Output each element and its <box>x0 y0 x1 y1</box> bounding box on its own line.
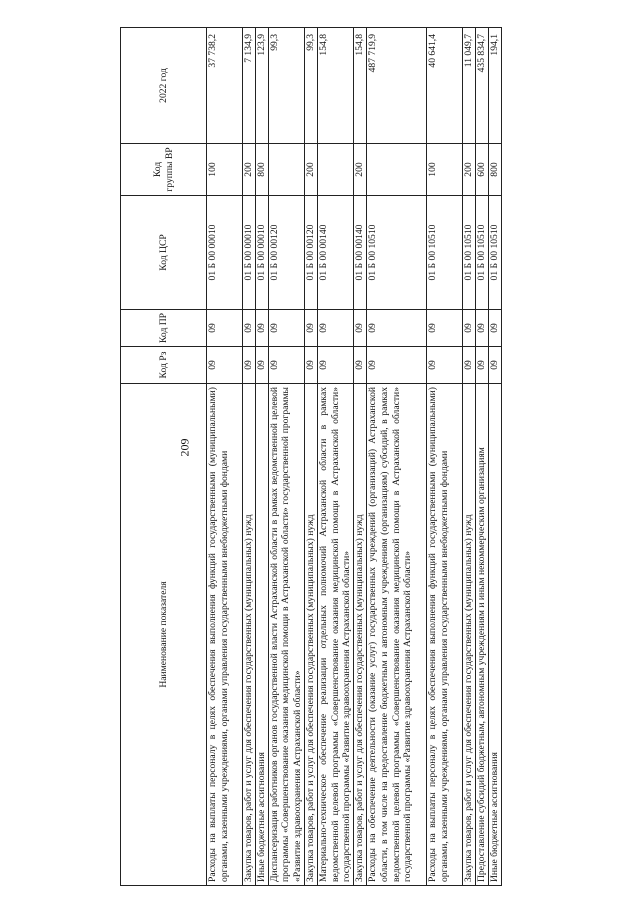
table-row <box>488 28 501 886</box>
header-year: 2022 год <box>121 28 207 144</box>
header-csr: Код ЦСР <box>121 196 207 310</box>
row-pr: 09 <box>475 310 488 347</box>
row-value: 40 641,4 <box>426 28 462 144</box>
row-name: Материально-техническое обеспечение реализации отдельных полномочий Астраханской области в рамках ведомственной целевой программы «Совершенствование оказания медицинской помощи в Астраханской области» государственной программы «Развитие здравоохранения Астраханской области» <box>317 384 353 886</box>
row-pr: 09 <box>255 310 268 347</box>
row-vr: 800 <box>488 144 501 196</box>
row-rz: 09 <box>243 347 256 384</box>
row-pr: 09 <box>304 310 317 347</box>
row-vr: 600 <box>475 144 488 196</box>
budget-table-container <box>120 28 523 886</box>
row-name: Закупка товаров, работ и услуг для обеспечения государственных (муниципальных) нужд <box>462 384 475 886</box>
row-rz: 09 <box>255 347 268 384</box>
row-value: 37 738,2 <box>207 28 243 144</box>
row-csr: 01 Б 00 10510 <box>488 196 501 310</box>
row-name: Закупка товаров, работ и услуг для обеспечения государственных (муниципальных) нужд <box>243 384 256 886</box>
row-value: 435 834,7 <box>475 28 488 144</box>
header-name: Наименование показателя <box>121 384 207 886</box>
row-value: 194,1 <box>488 28 501 144</box>
row-rz: 09 <box>354 347 367 384</box>
row-vr: 200 <box>354 144 367 196</box>
row-value: 7 134,9 <box>243 28 256 144</box>
row-pr: 09 <box>268 310 304 347</box>
row-csr: 01 Б 00 10510 <box>475 196 488 310</box>
row-value: 11 049,7 <box>462 28 475 144</box>
row-vr: 100 <box>426 144 462 196</box>
row-pr: 09 <box>462 310 475 347</box>
row-csr: 01 Б 00 00010 <box>255 196 268 310</box>
row-csr: 01 Б 00 00120 <box>304 196 317 310</box>
table-row <box>354 28 367 886</box>
row-rz: 09 <box>488 347 501 384</box>
row-value: 154,8 <box>317 28 353 144</box>
row-name: Иные бюджетные ассигнования <box>255 384 268 886</box>
table-row <box>426 28 462 886</box>
table-row <box>268 28 304 886</box>
row-value: 99,3 <box>268 28 304 144</box>
budget-table <box>120 27 502 886</box>
row-pr: 09 <box>366 310 426 347</box>
row-rz: 09 <box>366 347 426 384</box>
row-csr: 01 Б 00 10510 <box>366 196 426 310</box>
row-pr: 09 <box>488 310 501 347</box>
row-vr <box>366 144 426 196</box>
row-value: 123,9 <box>255 28 268 144</box>
row-value: 154,8 <box>354 28 367 144</box>
row-csr: 01 Б 00 10510 <box>426 196 462 310</box>
table-row <box>317 28 353 886</box>
row-name: Расходы на выплаты персоналу в целях обеспечения выполнения функций государственными (муниципальными) органами, казенными учреждениями, органами управления государственными внебюджетными фондами <box>426 384 462 886</box>
row-name: Иные бюджетные ассигнования <box>488 384 501 886</box>
row-pr: 09 <box>207 310 243 347</box>
row-name: Расходы на выплаты персоналу в целях обеспечения выполнения функций государственными (муниципальными) органами, казенными учреждениями, органами управления государственными внебюджетными фондами <box>207 384 243 886</box>
row-rz: 09 <box>426 347 462 384</box>
header-rz: Код Рз <box>121 347 207 384</box>
row-name: Закупка товаров, работ и услуг для обеспечения государственных (муниципальных) нужд <box>354 384 367 886</box>
table-row <box>462 28 475 886</box>
row-vr: 100 <box>207 144 243 196</box>
page-number: 209 <box>177 438 192 457</box>
row-name: Закупка товаров, работ и услуг для обеспечения государственных (муниципальных) нужд <box>304 384 317 886</box>
table-row <box>475 28 488 886</box>
row-vr <box>317 144 353 196</box>
table-header-row <box>121 28 207 886</box>
row-name: Диспансеризация работников органов государственной власти Астраханской области в рамках ведомственной целевой программы «Совершенствование оказания медицинской помощи в Астраханской области» государственной программы «Развитие здравоохранения Астраханской области» <box>268 384 304 886</box>
row-pr: 09 <box>426 310 462 347</box>
row-csr: 01 Б 00 00140 <box>317 196 353 310</box>
row-csr: 01 Б 00 00010 <box>243 196 256 310</box>
row-vr: 200 <box>304 144 317 196</box>
row-pr: 09 <box>317 310 353 347</box>
table-row <box>304 28 317 886</box>
table-row <box>243 28 256 886</box>
row-vr: 800 <box>255 144 268 196</box>
row-csr: 01 Б 00 10510 <box>462 196 475 310</box>
row-csr: 01 Б 00 00120 <box>268 196 304 310</box>
row-pr: 09 <box>354 310 367 347</box>
table-row <box>255 28 268 886</box>
row-rz: 09 <box>268 347 304 384</box>
row-name: Предоставление субсидий бюджетным, автономным учреждениям и иным некоммерческим организациям <box>475 384 488 886</box>
row-value: 99,3 <box>304 28 317 144</box>
row-rz: 09 <box>475 347 488 384</box>
row-pr: 09 <box>243 310 256 347</box>
row-value: 487 719,9 <box>366 28 426 144</box>
row-vr: 200 <box>243 144 256 196</box>
row-vr <box>268 144 304 196</box>
row-name: Расходы на обеспечение деятельности (оказание услуг) государственных учреждений (организаций) Астраханской области, в том числе на предоставление бюджетным и автономным учреждениям (организациям) субсидий, в рамках ведомственной целевой программы «Совершенствование оказания медицинской помощи в Астраханской области» государственной программы «Развитие здравоохранения Астраханской области» <box>366 384 426 886</box>
row-csr: 01 Б 00 00010 <box>207 196 243 310</box>
header-pr: Код ПР <box>121 310 207 347</box>
header-vr: Код группы ВР <box>121 144 207 196</box>
row-rz: 09 <box>462 347 475 384</box>
row-rz: 09 <box>207 347 243 384</box>
row-rz: 09 <box>317 347 353 384</box>
row-vr: 200 <box>462 144 475 196</box>
row-rz: 09 <box>304 347 317 384</box>
table-row <box>207 28 243 886</box>
row-csr: 01 Б 00 00140 <box>354 196 367 310</box>
table-row <box>366 28 426 886</box>
